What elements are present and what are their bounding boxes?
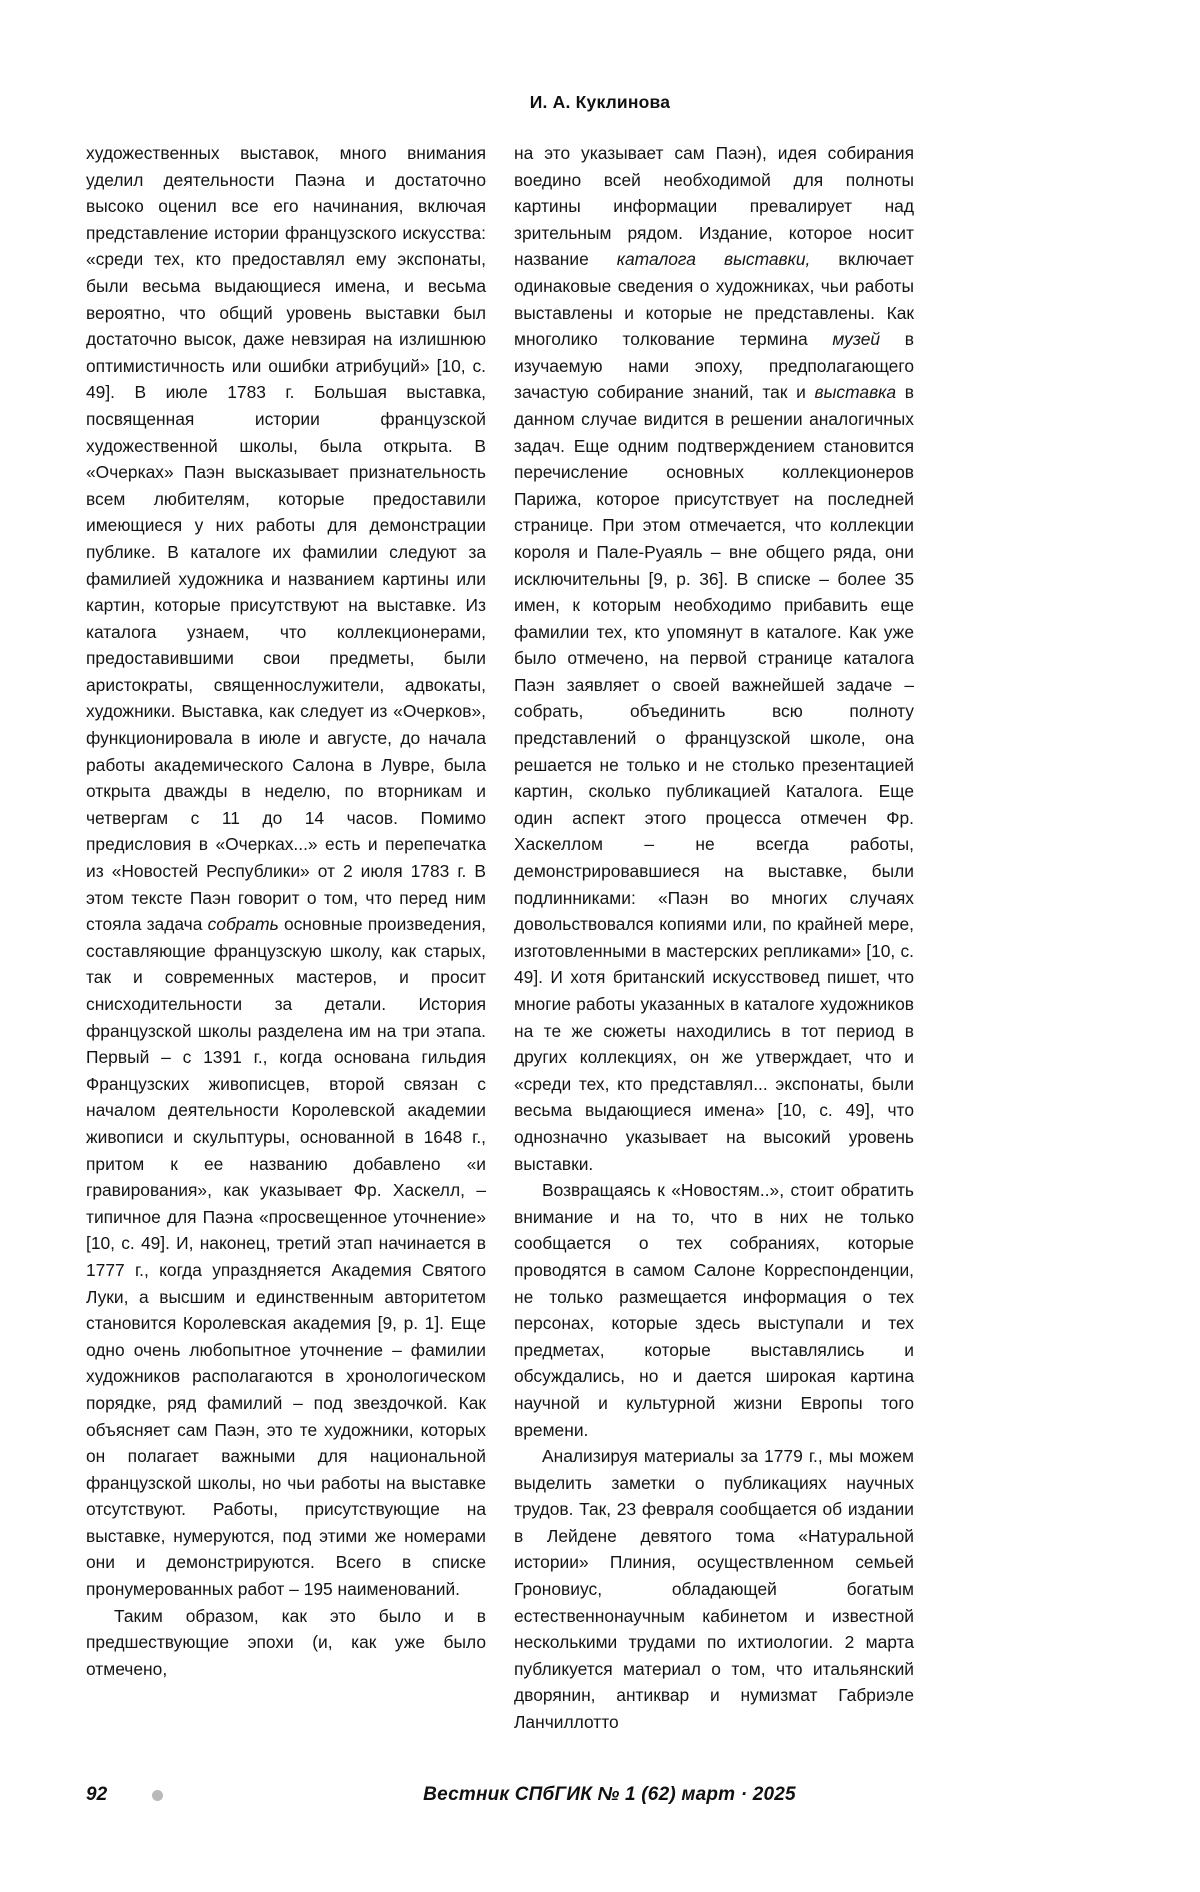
right-column bbox=[514, 140, 914, 1736]
paragraph-left-1-text-a: художественных выставок, много внимания уделил деятельности Паэна и достаточно высоко оценил все его начинания, включая представление истории французского искусства: «среди тех, кто предоставлял ему экспонаты, были весьма выдающиеся имена, и весьма вероятно, что общий уровень выставки был достаточно высок, даже невзирая на излишнюю оптимистичность или ошибки атрибуций» [10, с. 49]. В июле 1783 г. Большая выставка, посвященная истории французской художественной школы, была открыта. В «Очерках» Паэн высказывает признательность всем любителям, которые предоставили имеющиеся у них работы для демонстрации публике. В каталоге их фамилии следуют за фамилией художника и названием картины или картин, которые присутствуют на выставке. Из каталога узнаем, что коллекционерами, предоставившими свои предметы, были аристократы, священнослужители, адвокаты, художники. Выставка, как следует из «Очерков», функционировала в июле и августе, до начала работы академического Салона в Лувре, была открыта дважды в неделю, по вторникам и четвергам с 11 до 14 часов. Помимо предисловия в «Очерках...» есть и перепечатка из «Новостей Республики» от 2 июля 1783 г. В этом тексте Паэн говорит о том, что перед ним стояла задача bbox=[86, 143, 486, 935]
paragraph-left-1-text-b: основные произведения, составляющие французскую школу, как старых, так и современных мастеров, и просит снисходительности за детали. История французской школы разделена им на три этапа. Первый – с 1391 г., когда основана гильдия Французских живописцев, второй связан с началом деятельности Королевской академии живописи и скульптуры, основанной в 1648 г., притом к ее названию добавлено «и гравирования», как указывает Фр. Хаскелл, – типичное для Паэна «просвещенное уточнение» [10, с. 49]. И, наконец, третий этап начинается в 1777 г., когда упраздняется Академия Святого Луки, а высшим и единственным авторитетом становится Королевская академия [9, р. 1]. Еще одно очень любопытное уточнение – фамилии художников располагаются в хронологическом порядке, ряд фамилий – под звездочкой. Как объясняет сам Паэн, это те художники, которых он полагает важными для национальной французской школы, но чьи работы на выставке отсутствуют. Работы, присутствующие на выставке, нумеруются, под этими же номерами они и демонстрируются. Всего в списке пронумерованных работ – 195 наименований. bbox=[86, 914, 486, 1600]
paragraph-right-1 bbox=[514, 140, 914, 1177]
paragraph-right-3: Анализируя материалы за 1779 г., мы можем выделить заметки о публикациях научных трудов. Так, 23 февраля сообщается об издании в Лейдене девятого тома «Натуральной истории» Плиния, осуществленном семьей Гроновиус, обладающей богатым естественнонаучным кабинетом и известной несколькими трудами по ихтиологии. 2 марта публикуется материал о том, что итальянский дворянин, антиквар и нумизмат Габриэле Ланчиллотто bbox=[514, 1446, 914, 1733]
paragraph-right-2: Возвращаясь к «Новостям..», стоит обратить внимание и на то, что в них не только сообщается о тех собраниях, которые проводятся в самом Салоне Корреспонденции, не только размещается информация о тех персонах, которые здесь выступали и тех предметах, которые выставлялись и обсуждались, но и дается широкая картина научной и культурной жизни Европы того времени. bbox=[514, 1180, 914, 1440]
folio-page-number: 92 bbox=[86, 1784, 108, 1805]
paragraph-right-1-emphasis-3: выставка bbox=[814, 382, 897, 403]
paragraph-right-1-emphasis-2: музей bbox=[832, 329, 881, 350]
running-head: И. А. Куклинова bbox=[529, 92, 671, 112]
paragraph-right-1-text-b: включает одинаковые сведения о художниках, чьи работы выставлены и которые не представлены. Как многолико толкование термина bbox=[514, 249, 915, 350]
journal-title-line: Вестник СПбГИК № 1 (62) март · 2025 bbox=[423, 1784, 796, 1805]
footer-dot-icon bbox=[152, 1790, 163, 1801]
article-body bbox=[86, 140, 1116, 1736]
paragraph-left-1-emphasis: собрать bbox=[207, 914, 279, 935]
paragraph-right-1-text-a: на это указывает сам Паэн), идея собирания воедино всей необходимой для полноты картины информации превалирует над зрительным рядом. Издание, которое носит название bbox=[514, 143, 914, 270]
paragraph-left-1 bbox=[86, 140, 486, 1603]
page-footer bbox=[86, 1782, 1116, 1808]
left-column bbox=[86, 140, 486, 1736]
paragraph-right-1-emphasis-1: каталога выставки, bbox=[616, 249, 811, 270]
paragraph-left-2: Таким образом, как это было и в предшествующие эпохи (и, как уже было отмечено, bbox=[86, 1605, 486, 1679]
paragraph-right-1-text-c: в изучаемую нами эпоху, предполагающего зачастую собирание знаний, так и bbox=[514, 329, 914, 403]
paragraph-right-1-text-d: в данном случае видится в решении аналогичных задач. Еще одним подтверждением становится перечисление основных коллекционеров Парижа, которое присутствует на последней странице. При этом отмечается, что коллекции короля и Пале-Руаяль – вне общего ряда, они исключительны [9, р. 36]. В списке – более 35 имен, к которым необходимо прибавить еще фамилии тех, кто упомянут в каталоге. Как уже было отмечено, на первой странице каталога Паэн заявляет о своей важнейшей задаче – собрать, объединить всю полноту представлений о французской школе, она решается не только и не столько презентацией картин, сколько публикацией Каталога. Еще один аспект этого процесса отмечен Фр. Хаскеллом – не всегда работы, демонстрировавшиеся на выставке, были подлинниками: «Паэн во многих случаях довольствовался копиями или, по крайней мере, изготовленными в мастерских репликами» [10, с. 49]. И хотя британский искусствовед пишет, что многие работы указанных в каталоге художников на те же сюжеты находились в тот период в других коллекциях, он же утверждает, что и «среди тех, кто представлял... экспонаты, были весьма выдающиеся имена» [10, с. 49], что однозначно указывает на высокий уровень выставки. bbox=[514, 382, 914, 1174]
